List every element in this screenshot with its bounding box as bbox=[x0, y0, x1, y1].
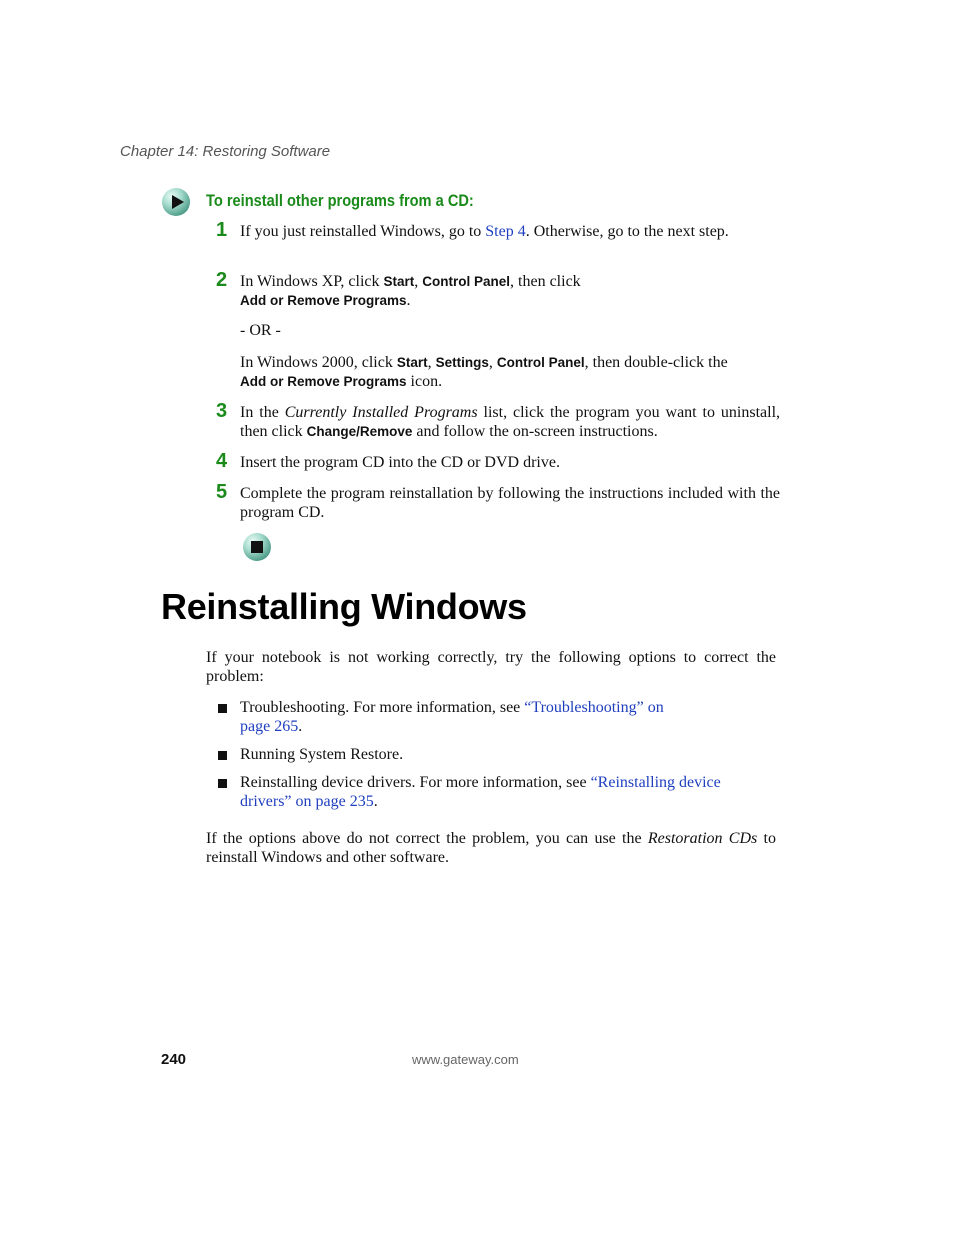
step-1-text bbox=[240, 223, 780, 242]
step-3-text-part: In the bbox=[240, 404, 285, 421]
ui-add-remove-programs: Add or Remove Programs bbox=[240, 373, 407, 389]
closing-paragraph bbox=[206, 829, 776, 867]
troubleshooting-page-link[interactable]: page 265 bbox=[240, 718, 299, 735]
ui-start: Start bbox=[396, 355, 428, 370]
separator: , bbox=[414, 273, 423, 290]
step-2-text-part: . bbox=[406, 291, 411, 309]
section-heading: Reinstalling Windows bbox=[161, 586, 527, 627]
bullet-troubleshooting bbox=[240, 698, 780, 736]
page-number: 240 bbox=[161, 1051, 187, 1068]
step-number-1: 1 bbox=[216, 219, 228, 241]
step-number-2: 2 bbox=[216, 269, 228, 291]
closing-text-part: to reinstall Windows and other software. bbox=[206, 830, 776, 866]
step-3-text bbox=[240, 404, 780, 441]
step-number-5: 5 bbox=[216, 481, 228, 503]
bullet-text-part: . bbox=[373, 793, 378, 810]
step-4-link[interactable]: Step 4 bbox=[485, 223, 526, 240]
step-2-alt-text-part: , then double-click the bbox=[584, 354, 728, 371]
intro-paragraph: If your notebook is not working correctly, try the following options to correct the problem: bbox=[206, 649, 776, 685]
procedure-title: To reinstall other programs from a CD: bbox=[206, 191, 474, 210]
ui-add-remove-programs: Add or Remove Programs bbox=[240, 292, 407, 308]
step-2-alt-text bbox=[240, 354, 780, 391]
step-2-text-part: In Windows XP, click bbox=[240, 273, 384, 290]
bullet-text-part: . bbox=[298, 718, 303, 735]
step-2-text-part: , then click bbox=[510, 273, 581, 290]
step-3-text-part: and follow the on-screen instructions. bbox=[412, 422, 658, 440]
step-1-text-part: . Otherwise, go to the next step. bbox=[525, 223, 729, 240]
separator: , bbox=[427, 354, 436, 371]
bullet-text-part: Reinstalling device drivers. For more information, see bbox=[240, 774, 591, 791]
closing-text-part: If the options above do not correct the problem, you can use the bbox=[206, 830, 648, 847]
ui-control-panel: Control Panel bbox=[422, 274, 511, 289]
troubleshooting-link[interactable]: “Troubleshooting” on bbox=[524, 699, 664, 716]
ui-change-remove: Change/Remove bbox=[306, 423, 413, 439]
step-3-text-part: list, click the program you want to uninstall, then click bbox=[240, 404, 781, 440]
step-1-text-part: If you just reinstalled Windows, go to bbox=[240, 223, 486, 240]
step-number-3: 3 bbox=[216, 400, 228, 422]
step-2-text bbox=[240, 273, 780, 310]
bullet-device-drivers bbox=[240, 773, 780, 811]
step-number-4: 4 bbox=[216, 450, 228, 472]
step-2-alt-text-part: icon. bbox=[406, 372, 443, 390]
restoration-cds: Restoration CDs bbox=[647, 830, 758, 847]
bullet-marker bbox=[218, 779, 227, 788]
running-head: Chapter 14: Restoring Software bbox=[120, 143, 331, 160]
bullet-system-restore: Running System Restore. bbox=[240, 746, 404, 763]
separator: , bbox=[488, 354, 497, 371]
bullet-text-part: Troubleshooting. For more information, see bbox=[240, 699, 525, 716]
reinstalling-drivers-page-link[interactable]: drivers” on page 235 bbox=[240, 793, 374, 810]
procedure-end-icon bbox=[243, 533, 271, 561]
step-2-alt-text-part: In Windows 2000, click bbox=[240, 354, 397, 371]
bullet-marker bbox=[218, 704, 227, 713]
reinstalling-drivers-link[interactable]: “Reinstalling device bbox=[590, 774, 721, 791]
bullet-marker bbox=[218, 751, 227, 760]
step-5-text: Complete the program reinstallation by following the instructions included with the program CD. bbox=[240, 485, 780, 521]
procedure-start-icon bbox=[162, 188, 190, 216]
ui-settings: Settings bbox=[435, 355, 489, 370]
ui-control-panel: Control Panel bbox=[496, 355, 585, 370]
footer-url: www.gateway.com bbox=[412, 1052, 519, 1067]
currently-installed-programs: Currently Installed Programs bbox=[284, 404, 478, 421]
step-4-text: Insert the program CD into the CD or DVD drive. bbox=[240, 454, 560, 471]
ui-start: Start bbox=[383, 274, 415, 289]
or-separator: - OR - bbox=[240, 322, 281, 339]
